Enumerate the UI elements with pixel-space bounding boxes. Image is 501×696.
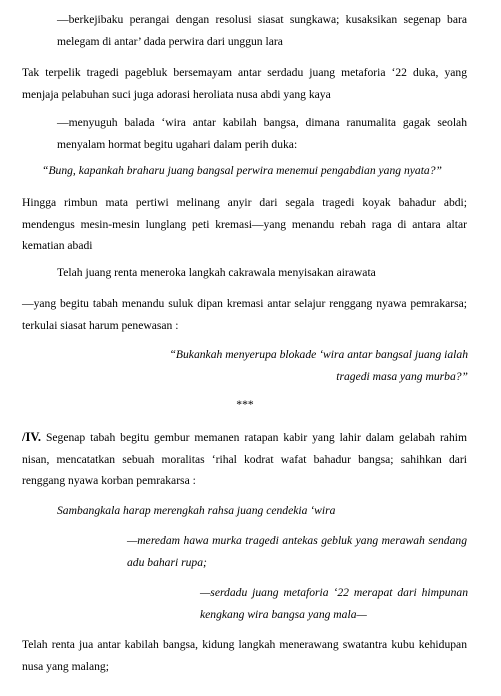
quote-1: “Bung, kapankah braharu juang bangsal perwira menemui pengabdian yang nyata?” [42, 164, 442, 177]
paragraph-3: —menyuguh balada ‘wira antar kabilah bangsa, dimana ranumalita gagak seolah menyalam hormat begitu ugahari dalam perih duka: [57, 116, 467, 151]
section-heading: /IV. [22, 430, 42, 444]
paragraph-2: Tak terpelik tragedi pagebluk bersemayam antar serdadu juang metaforia ‘22 duka, yang menjaja pelabuhan suci juga adorasi heroliata nusa abdi yang kaya [22, 66, 467, 101]
paragraph-7: Telah renta jua antar kabilah bangsa, kidung langkah menerawang swatantra kubu kehidupan nusa yang malang; [22, 638, 467, 673]
section-iv-text: Segenap tabah begitu gembur memanen ratapan kabir yang lahir dalam gelabah rahim nisan, mencatatkan sebuah moralitas ‘rihal kodrat wafat bahadur bangsa; sahihkan dari renggang nyawa korban pemrakarsa : [22, 431, 467, 488]
verse-2: —meredam hawa murka tragedi antekas gebluk yang merawah sendang adu bahari rupa; [127, 534, 467, 569]
verse-1: Sambangkala harap merengkah rahsa juang cendekia ‘wira [57, 504, 336, 517]
paragraph-1: —berkejibaku perangai dengan resolusi siasat sungkawa; kusaksikan segenap bara melegam di antar’ dada perwira dari unggun lara [57, 13, 467, 48]
quote-2: “Bukankah menyerupa blokade ‘wira antar bangsal juang ialah tragedi masa yang murba?” [169, 348, 468, 383]
section-divider: *** [236, 398, 254, 411]
section-iv-paragraph [22, 427, 467, 492]
verse-3: —serdadu juang metaforia ‘22 merapat dari himpunan kengkang wira bangsa yang mala— [200, 586, 468, 621]
paragraph-5: Telah juang renta meneroka langkah cakrawala menyisakan airawata [57, 266, 376, 279]
paragraph-4: Hingga rimbun mata pertiwi melinang anyir dari segala tragedi koyak bahadur abdi; mendengus mesin-mesin lunglang peti kremasi—yang menandu rebah raga di antara altar kematian abadi [22, 196, 467, 253]
paragraph-6: —yang begitu tabah menandu suluk dipan kremasi antar selajur renggang nyawa pemrakarsa; terkulai siasat harum penewasan : [22, 297, 467, 332]
